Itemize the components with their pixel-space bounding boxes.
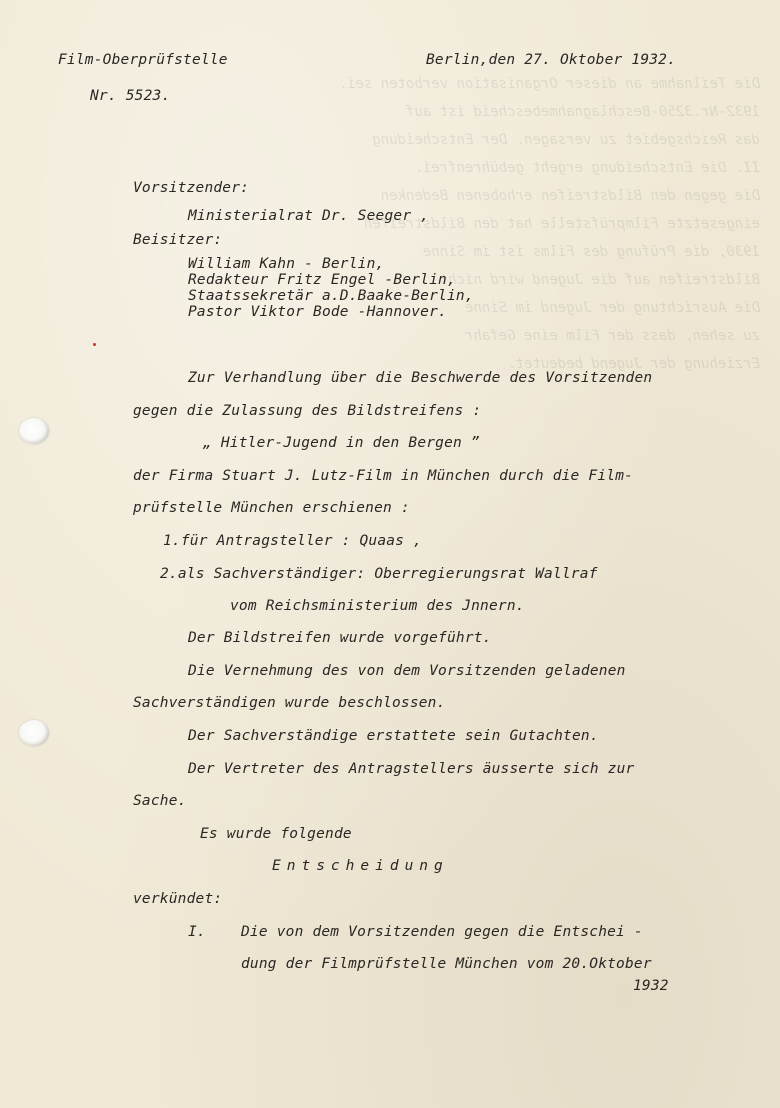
paragraph: Der Bildstreifen wurde vorgeführt.	[188, 630, 492, 646]
document-number: Nr. 5523.	[90, 88, 171, 104]
intro-line: der Firma Stuart J. Lutz-Film in München durch die Film-	[133, 468, 634, 484]
bleed-line: 1932-Nr.3250-Beschlagnahmebescheid ist auf	[405, 104, 760, 120]
bleed-line: II. Die Entscheidung ergeht gebührenfrei.	[414, 160, 760, 176]
assessor-item: Redakteur Fritz Engel -Berlin,	[188, 272, 456, 288]
bleed-line: Die Teilnahme an dieser Organisation verboten sei.	[338, 76, 760, 92]
place-date: Berlin,den 27. Oktober 1932.	[426, 52, 677, 68]
announced-label: verkündet:	[133, 891, 223, 907]
paragraph: Die Vernehmung des von dem Vorsitzenden geladenen	[188, 663, 626, 679]
bleed-line: 1930, die Prüfung des Films ist im Sinne	[422, 244, 760, 260]
paragraph: Es wurde folgende	[200, 826, 352, 842]
assessors-label: Beisitzer:	[133, 232, 223, 248]
bleed-line: Bildstreifen auf die Jugend wird nicht	[439, 272, 760, 288]
appeared-expert: 2.als Sachverständiger: Oberregierungsrat Wallraf	[160, 566, 598, 582]
assessor-item: Staatssekretär a.D.Baake-Berlin,	[188, 288, 474, 304]
red-ink-dot	[93, 343, 96, 346]
bleed-line: zu sehen, dass der Film eine Gefahr	[464, 328, 760, 344]
chair-name: Ministerialrat Dr. Seeger ,	[188, 208, 430, 224]
item-text: dung der Filmprüfstelle München vom 20.Oktober	[241, 956, 652, 972]
item-number: I.	[188, 924, 206, 940]
punch-hole-bottom	[19, 720, 49, 746]
decision-heading: Entscheidung	[272, 858, 449, 874]
paragraph: Sachverständigen wurde beschlossen.	[133, 695, 446, 711]
intro-line: gegen die Zulassung des Bildstreifens :	[133, 403, 482, 419]
item-text: 1932	[633, 978, 669, 994]
bleed-line: Die gegen den Bildstreifen erhobenen Bedenken	[380, 188, 760, 204]
office-name: Film-Oberprüfstelle	[58, 52, 228, 68]
film-title: „ Hitler-Jugend in den Bergen ”	[203, 435, 480, 451]
paragraph: Sache.	[133, 793, 187, 809]
appeared-applicant: 1.für Antragsteller : Quaas ,	[163, 533, 422, 549]
item-text: Die von dem Vorsitzenden gegen die Entschei -	[241, 924, 643, 940]
intro-line: prüfstelle München erschienen :	[133, 500, 410, 516]
appeared-expert-ministry: vom Reichsministerium des Jnnern.	[230, 598, 525, 614]
chair-label: Vorsitzender:	[133, 180, 250, 196]
assessor-item: William Kahn - Berlin,	[188, 256, 385, 272]
assessor-item: Pastor Viktor Bode -Hannover.	[188, 304, 447, 320]
bleed-line: Die Ausrichtung der Jugend im Sinne	[464, 300, 760, 316]
bleed-line: Erziehung der Jugend bedeutet.	[507, 356, 760, 372]
paragraph: Der Sachverständige erstattete sein Gutachten.	[188, 728, 599, 744]
paragraph: Der Vertreter des Antragstellers äusserte sich zur	[188, 761, 635, 777]
bleed-line: eingesetzte Filmprüfstelle hat den Bildstreifen	[363, 216, 760, 232]
bleed-line: das Reichsgebiet zu versagen. Der Entscheidung	[372, 132, 760, 148]
punch-hole-top	[19, 418, 49, 444]
intro-line: Zur Verhandlung über die Beschwerde des Vorsitzenden	[188, 370, 653, 386]
